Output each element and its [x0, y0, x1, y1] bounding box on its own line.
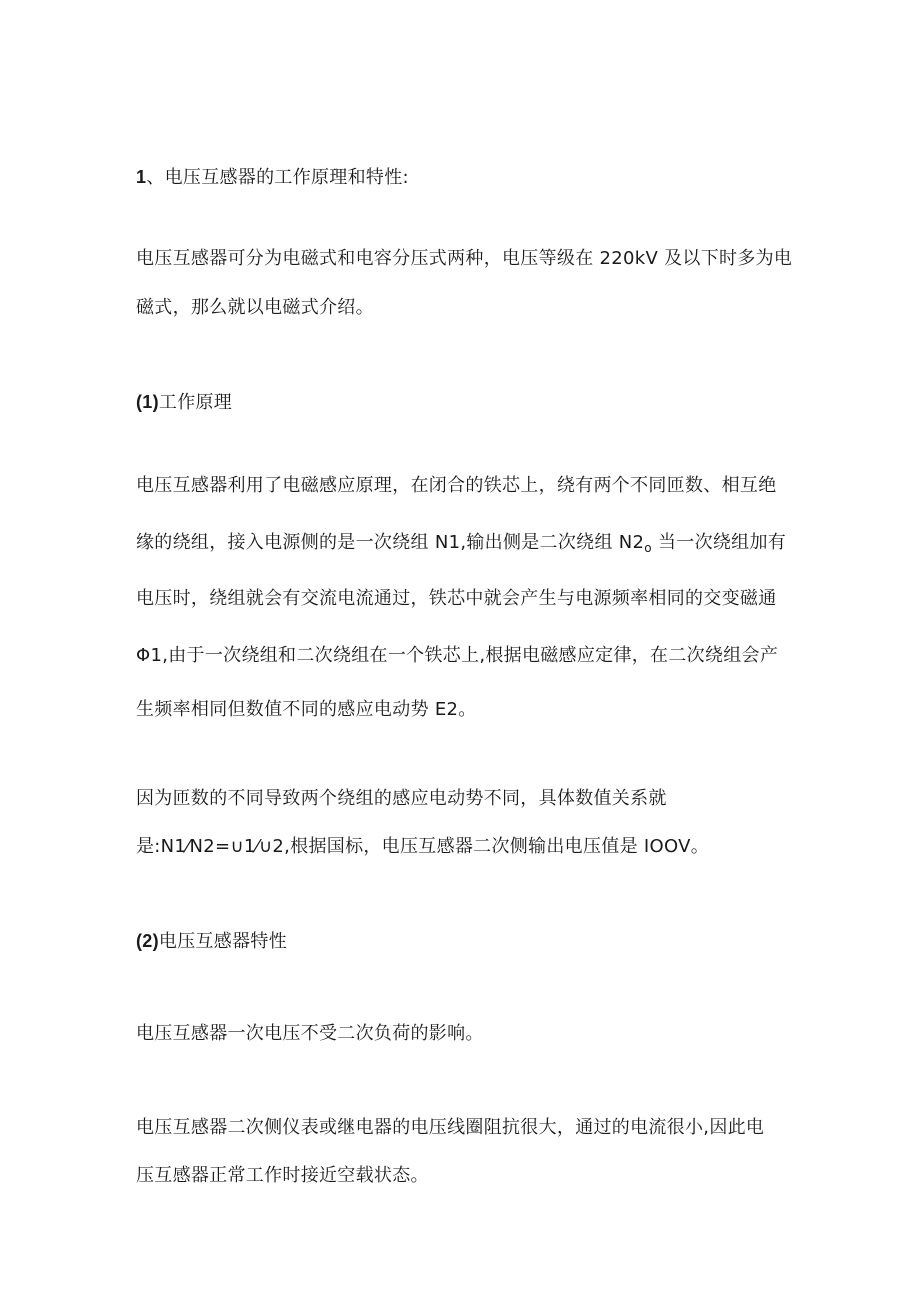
section-1-title: 工作原理 — [158, 392, 233, 413]
para-4-line-2: 压互感器正常工作时接近空载状态。 — [136, 1165, 429, 1186]
section-2-number: (2) — [136, 931, 159, 951]
section-2-heading — [136, 929, 287, 954]
para-4-line-1: 电压互感器二次侧仪表或继电器的电压线圈阻抗很大，通过的电流很小,因此电 — [136, 1117, 765, 1138]
para-2-line-1: 因为匝数的不同导致两个绕组的感应电动势不同，具体数值关系就 — [136, 788, 667, 809]
para-1-line-2 — [136, 531, 786, 556]
section-2-title: 电压互感器特性 — [158, 931, 288, 952]
para-2-line-2: 是:N1⁄N2=∪1⁄∪2,根据国标，电压互感器二次侧输出电压值是 IOOV。 — [136, 836, 710, 857]
para-1-line-5: 生频率相同但数值不同的感应电动势 E2。 — [136, 699, 477, 720]
section-1-number: (1) — [136, 392, 159, 412]
para-1-line-3: 电压时，绕组就会有交流电流通过，铁芯中就会产生与电源频率相同的交变磁通 — [136, 588, 777, 609]
section-1-heading — [136, 390, 232, 415]
para-1-line-1: 电压互感器利用了电磁感应原理，在闭合的铁芯上，绕有两个不同匝数、相互绝 — [136, 475, 777, 496]
heading-1 — [136, 165, 409, 190]
intro-line-1: 电压互感器可分为电磁式和电容分压式两种，电压等级在 220kV 及以下时多为电 — [136, 248, 793, 269]
heading-1-text: 、电压互感器的工作原理和特性: — [146, 167, 409, 188]
para-1-line-2-subscript: o — [644, 541, 652, 555]
heading-1-number: 1 — [136, 167, 147, 187]
intro-line-2: 磁式，那么就以电磁式介绍。 — [136, 297, 374, 318]
para-1-line-2-tail: 当一次绕组加有 — [651, 532, 787, 553]
para-1-line-4: Φ1,由于一次绕组和二次绕组在一个铁芯上,根据电磁感应定律，在二次绕组会产 — [136, 645, 779, 666]
para-1-line-2-text: 缘的绕组，接入电源侧的是一次绕组 N1,输出侧是二次绕组 N2 — [136, 532, 645, 553]
para-3-line-1: 电压互感器一次电压不受二次负荷的影响。 — [136, 1023, 484, 1044]
